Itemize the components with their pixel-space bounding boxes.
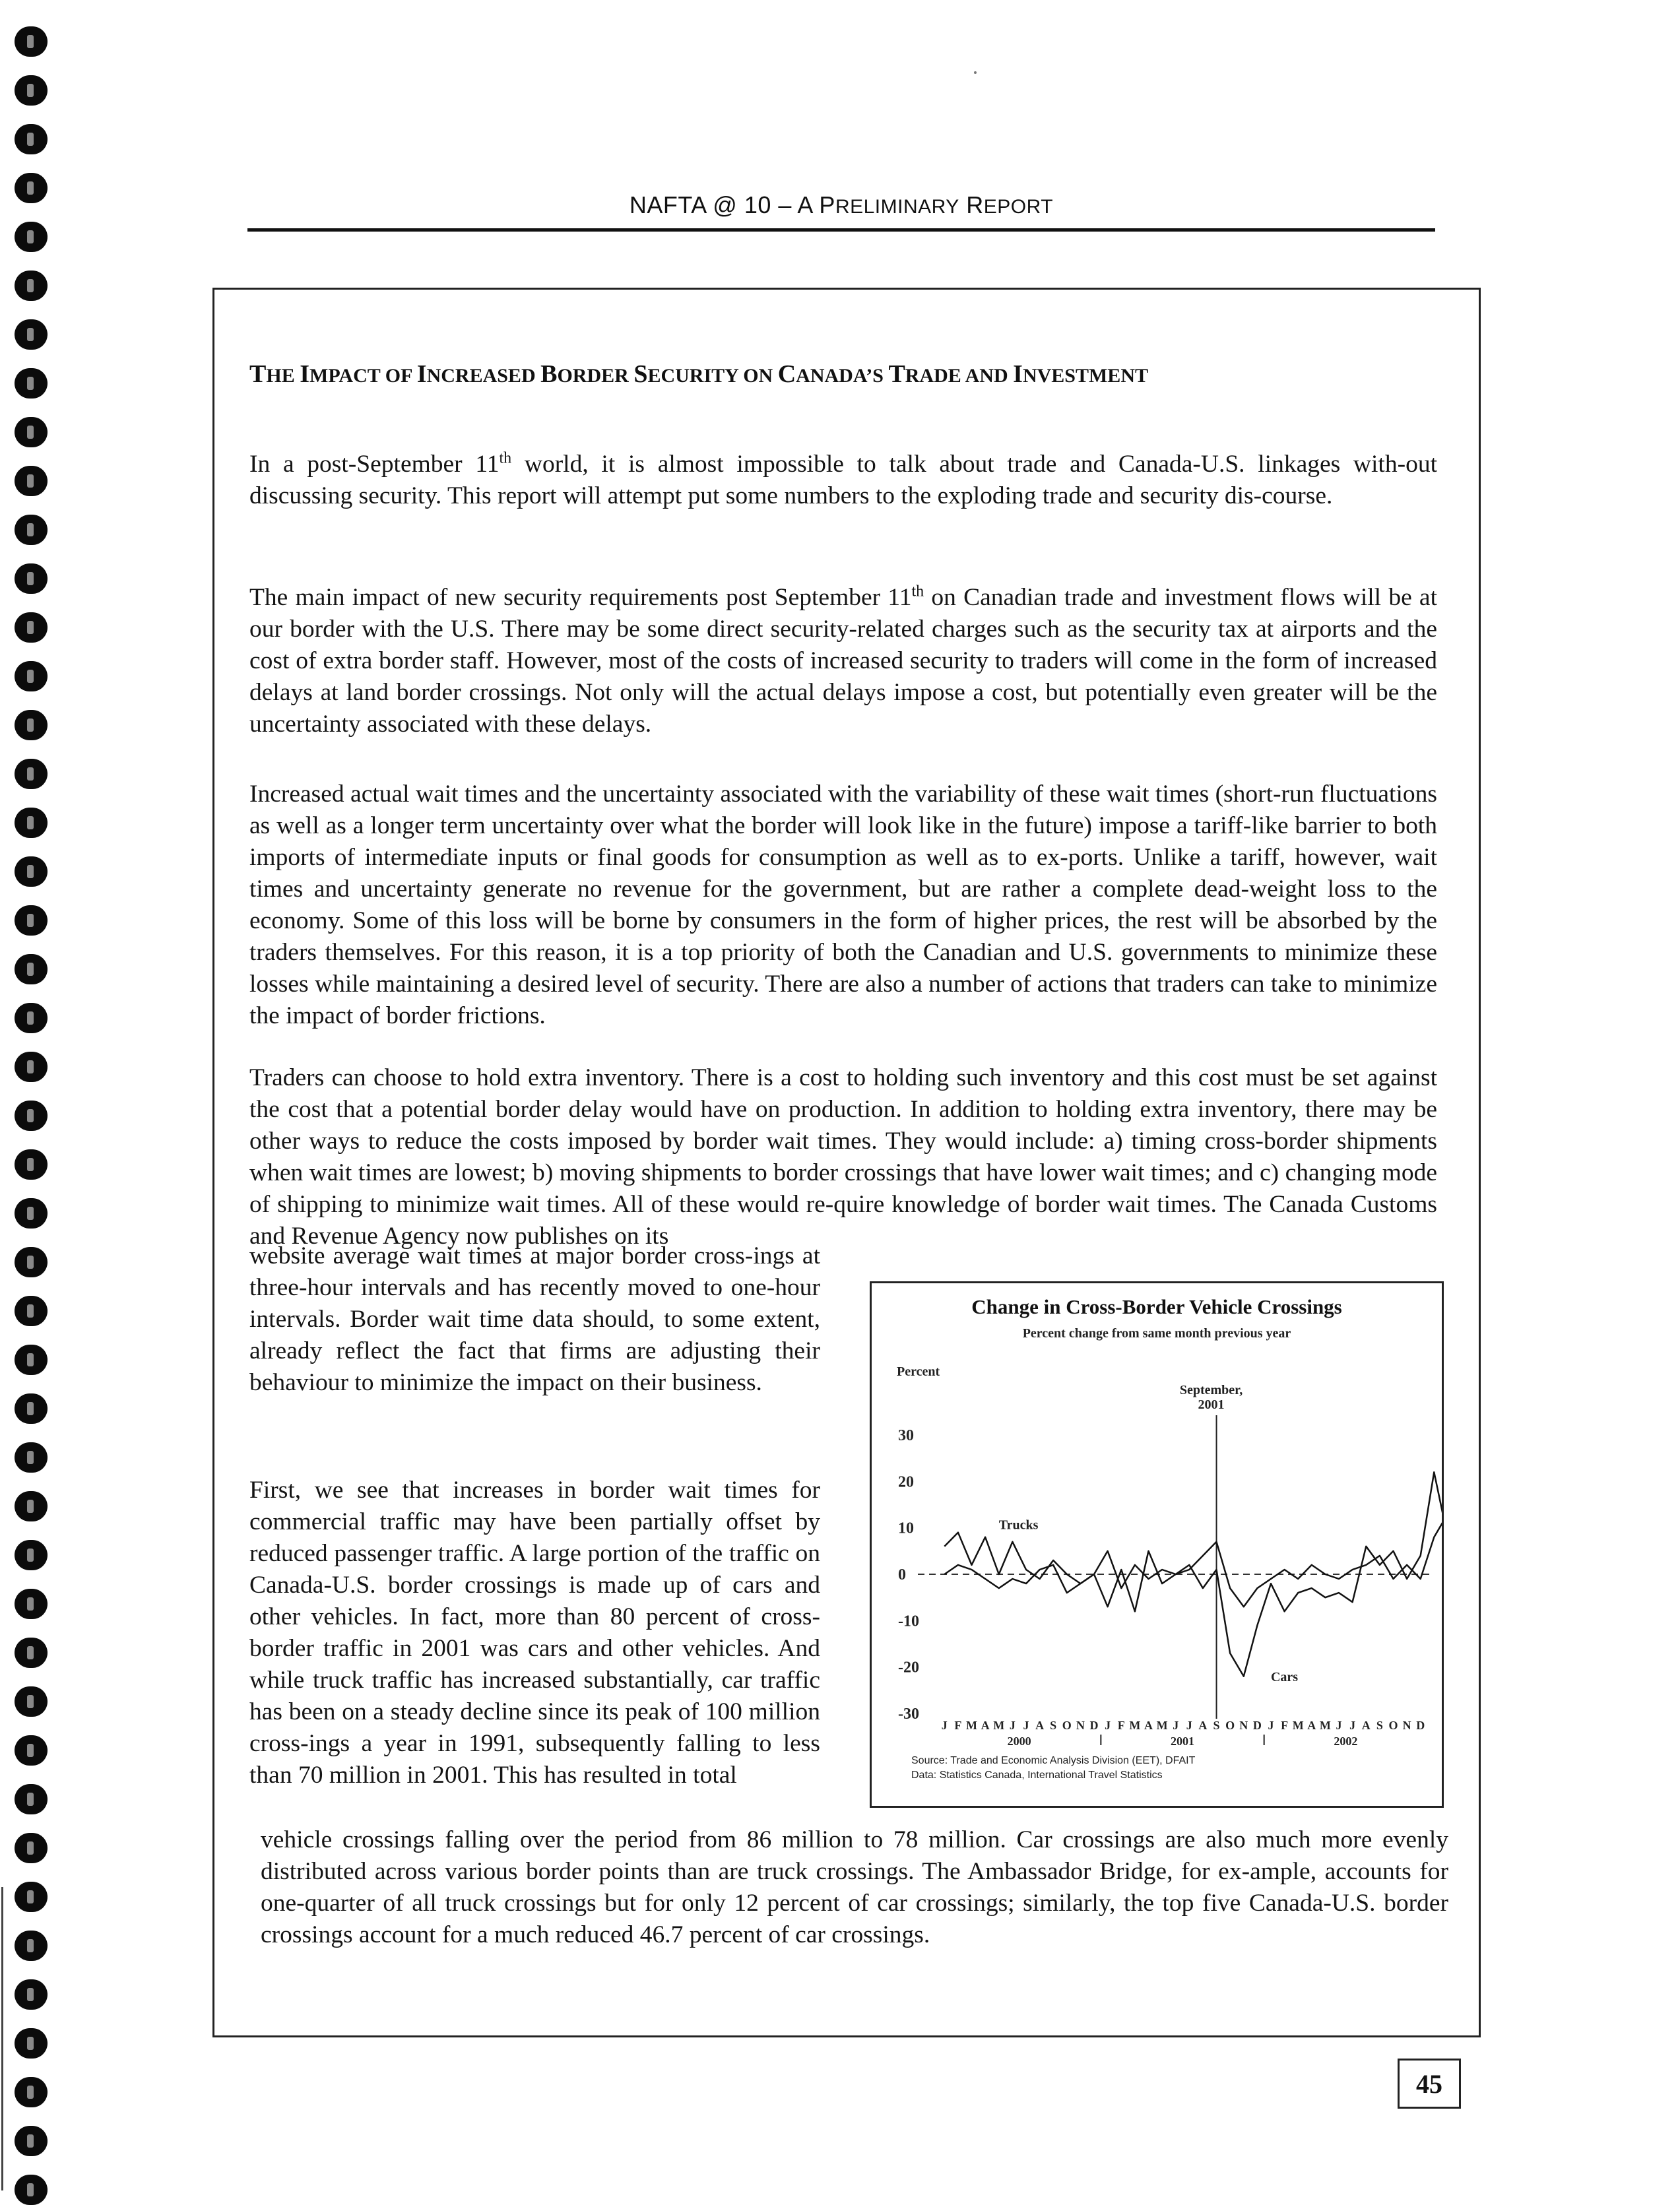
title-part: B <box>540 360 558 388</box>
title-part: S <box>633 360 648 388</box>
title-part: ORDER <box>557 365 634 387</box>
x-tick-label: N <box>1076 1719 1085 1732</box>
x-tick-label: F <box>1281 1719 1289 1732</box>
paragraph-1 <box>249 449 1437 512</box>
header-part: NAFTA @ 10 – A P <box>629 191 835 218</box>
header-rule <box>247 228 1435 232</box>
x-tick-label: D <box>1089 1719 1099 1732</box>
x-tick-label: M <box>966 1719 978 1732</box>
x-tick-label: A <box>1198 1719 1208 1732</box>
scan-edge-line <box>1 1887 3 2190</box>
y-tick-label: 20 <box>898 1473 914 1491</box>
september-2001-annotation <box>1180 1383 1243 1719</box>
x-tick-label: M <box>1156 1719 1168 1732</box>
p1-text-b: world, it is almost impossible to talk about trade and Canada-U.S. linkages with-out discussing security. This report will attempt put some numbers to the exploding trade and security dis-course. <box>249 451 1438 509</box>
title-part: MPACT OF <box>309 365 417 387</box>
binder-hole <box>15 515 48 545</box>
x-tick-label: A <box>1361 1719 1371 1732</box>
binder-hole <box>15 1247 48 1277</box>
x-tick-label: M <box>993 1719 1005 1732</box>
binder-hole <box>15 1735 48 1766</box>
chart-subtitle: Percent change from same month previous year <box>1022 1326 1291 1341</box>
x-tick-label: J <box>941 1719 948 1732</box>
title-part: RADE AND <box>905 365 1014 387</box>
binder-hole <box>15 1784 48 1814</box>
title-part: NCREASED <box>426 365 541 387</box>
x-tick-label: J <box>1186 1719 1192 1732</box>
article-title <box>249 360 1450 389</box>
vehicle-crossings-chart <box>870 1281 1444 1808</box>
binder-hole <box>15 759 48 789</box>
binder-hole <box>15 1149 48 1180</box>
x-tick-label: A <box>981 1719 990 1732</box>
binder-hole <box>15 808 48 838</box>
chart-source <box>911 1755 1196 1781</box>
scan-speck <box>974 71 977 74</box>
binder-hole <box>15 466 48 496</box>
y-tick-label: -30 <box>898 1706 919 1723</box>
binder-hole <box>15 173 48 203</box>
x-tick-label: D <box>1252 1719 1262 1732</box>
y-tick-label: 10 <box>898 1519 914 1537</box>
x-tick-label: D <box>1416 1719 1425 1732</box>
binder-hole <box>15 1540 48 1570</box>
binder-hole <box>15 954 48 984</box>
binder-hole <box>15 124 48 154</box>
y-tick-label: -20 <box>898 1659 919 1677</box>
header-part: RELIMINARY <box>835 196 959 218</box>
year-label: 2001 <box>1171 1735 1194 1748</box>
paragraph-4: Traders can choose to hold extra inventory. There is a cost to holding such inventory and this cost must be set against the cost that a potential border delay would have on production. In addition to holding extra inventory, there may be other ways to reduce the costs imposed by border wait times. They would include: a) timing cross-border shipments when wait times are lowest; b) moving shipments to border crossings that have lower wait times; and c) changing mode of shipping to minimize wait times. All of these would re-quire knowledge of border wait times. The Canada Customs and Revenue Agency now publishes on its <box>249 1064 1437 1250</box>
title-part: I <box>300 360 310 388</box>
binder-hole <box>15 1198 48 1229</box>
x-tick-label: M <box>1129 1719 1141 1732</box>
binder-hole <box>15 26 48 57</box>
binder-hole <box>15 1979 48 2010</box>
p2-sup: th <box>911 583 924 600</box>
x-tick-label: J <box>1009 1719 1016 1732</box>
binder-hole <box>15 612 48 643</box>
year-labels <box>1008 1735 1358 1748</box>
binder-hole <box>15 1101 48 1131</box>
annotation-label: September, <box>1179 1383 1243 1397</box>
x-tick-label: S <box>1376 1719 1383 1732</box>
binder-hole <box>15 417 48 447</box>
paragraph-3: Increased actual wait times and the uncertainty associated with the variability of these wait times (short-run fluctuations as well as a longer term uncertainty over what the border will look like in the future) impose a tariff-like barrier to both imports of intermediate inputs or final goods for consumption as well as to ex-ports. Unlike a tariff, however, wait times and uncertainty generate no revenue for the government, but are rather a complete dead-weight loss to the economy. Some of this loss will be borne by consumers in the form of higher prices, the rest will be absorbed by the traders themselves. For this reason, it is a top priority of both the Canadian and U.S. governments to minimize these losses while maintaining a desired level of security. There are also a number of actions that traders can take to minimize the impact of border frictions. <box>249 781 1437 1029</box>
binder-hole <box>15 856 48 887</box>
binder-hole <box>15 1345 48 1375</box>
page-number: 45 <box>1398 2059 1461 2109</box>
binder-hole <box>15 1882 48 1912</box>
x-tick-label: M <box>1292 1719 1304 1732</box>
binder-hole <box>15 1589 48 1619</box>
running-header <box>247 191 1435 219</box>
year-label: 2000 <box>1007 1735 1031 1748</box>
binder-hole <box>15 2175 48 2205</box>
binder-hole <box>15 1638 48 1668</box>
binder-hole <box>15 2028 48 2059</box>
x-tick-label: O <box>1225 1719 1235 1732</box>
title-part: ECURITY ON <box>647 365 778 387</box>
x-tick-label: F <box>1117 1719 1125 1732</box>
title-part: T <box>888 360 905 388</box>
x-tick-label: A <box>1307 1719 1316 1732</box>
y-axis-label: Percent <box>897 1364 940 1379</box>
x-ticks <box>942 1719 1425 1732</box>
binder-hole <box>15 563 48 594</box>
title-part: I <box>1013 360 1023 388</box>
binder-hole <box>15 319 48 350</box>
chart-title: Change in Cross-Border Vehicle Crossings <box>971 1295 1342 1318</box>
header-part: EPORT <box>983 196 1054 218</box>
annotation-label: 2001 <box>1198 1397 1225 1412</box>
binder-hole <box>15 368 48 399</box>
title-part: ANADA’S <box>796 365 889 387</box>
binder-hole <box>15 1833 48 1863</box>
binder-hole <box>15 1442 48 1473</box>
title-part: C <box>777 360 796 388</box>
binder-hole <box>15 222 48 252</box>
p1-sup: th <box>499 449 512 467</box>
binder-hole <box>15 1491 48 1521</box>
paragraph-6-continued: vehicle crossings falling over the period from 86 million to 78 million. Car crossings are also much more evenly distributed across various border points than are truck crossings. The Ambassador Bridge, for ex-ample, accounts for one-quarter of all truck crossings but for only 12 percent of car crossings; similarly, the top five Canada-U.S. border crossings account for a much reduced 46.7 percent of car crossings. <box>261 1826 1448 1948</box>
paragraph-2 <box>249 582 1437 740</box>
x-tick-label: J <box>1173 1719 1179 1732</box>
y-ticks <box>898 1427 919 1723</box>
x-tick-label: J <box>1268 1719 1274 1732</box>
x-tick-label: M <box>1319 1719 1331 1732</box>
x-tick-label: O <box>1388 1719 1398 1732</box>
x-tick-label: N <box>1402 1719 1411 1732</box>
binder-hole <box>15 1686 48 1717</box>
binder-hole <box>15 905 48 936</box>
x-tick-label: S <box>1213 1719 1220 1732</box>
binder-hole <box>15 2126 48 2156</box>
x-tick-label: J <box>1336 1719 1342 1732</box>
paragraph-5: website average wait times at major border cross-ings at three-hour intervals and has recently moved to one-hour intervals. Border wait time data should, to some extent, already reflect the fact that firms are adjusting their behaviour to minimize the impact on their business. <box>249 1242 820 1396</box>
y-tick-label: -10 <box>898 1613 919 1630</box>
source-line: Data: Statistics Canada, International Travel Statistics <box>911 1770 1163 1781</box>
x-tick-label: A <box>1035 1719 1045 1732</box>
series-labels <box>999 1518 1299 1684</box>
title-part: T <box>249 360 267 388</box>
source-line: Source: Trade and Economic Analysis Division (EET), DFAIT <box>911 1755 1196 1766</box>
title-part: I <box>416 360 427 388</box>
x-tick-label: N <box>1239 1719 1248 1732</box>
title-part: NVESTMENT <box>1022 365 1148 387</box>
binder-hole <box>15 271 48 301</box>
binder-hole <box>15 1003 48 1033</box>
series-label-trucks: Trucks <box>998 1518 1039 1533</box>
y-tick-label: 30 <box>898 1427 914 1444</box>
year-label: 2002 <box>1334 1735 1358 1748</box>
binder-hole <box>15 1931 48 1961</box>
x-tick-label: A <box>1144 1719 1153 1732</box>
header-part: R <box>959 191 984 218</box>
binder-hole <box>15 75 48 106</box>
binder-hole <box>15 2077 48 2107</box>
binder-hole <box>15 661 48 691</box>
binder-hole <box>15 1296 48 1326</box>
binder-hole <box>15 1052 48 1082</box>
x-tick-label: J <box>1105 1719 1111 1732</box>
p2-text-b: on Canadian trade and investment flows will be at our border with the U.S. There may be some direct security-related charges such as the security tax at airports and the cost of extra border staff. However, most of the costs of increased security to traders will come in the form of increased delays at land border crossings. Not only will the actual delays impose a cost, but potentially even greater will be the uncertainty associated with these delays. <box>249 584 1437 738</box>
series-label-cars: Cars <box>1270 1669 1299 1684</box>
x-tick-label: J <box>1349 1719 1356 1732</box>
chart-svg <box>872 1283 1442 1806</box>
x-tick-label: O <box>1062 1719 1072 1732</box>
y-tick-label: 0 <box>898 1566 906 1583</box>
x-tick-label: F <box>954 1719 962 1732</box>
binder-holes <box>15 0 54 2191</box>
title-part: HE <box>266 365 300 387</box>
paragraph-6: First, we see that increases in border wait times for commercial traffic may have been partially offset by reduced passenger traffic. A large portion of the traffic on Canada-U.S. border crossings is made up of cars and other vehicles. In fact, more than 80 percent of cross-border traffic in 2001 was cars and other vehicles. And while truck traffic has increased substantially, car traffic has been on a steady decline since its peak of 100 million cross-ings a year in 1991, subsequently falling to less than 70 million in 2001. This has resulted in total <box>249 1477 820 1789</box>
p1-text-a: In a post-September 11 <box>249 451 500 478</box>
x-tick-label: J <box>1023 1719 1029 1732</box>
p2-text-a: The main impact of new security requirements post September 11 <box>249 584 912 611</box>
binder-hole <box>15 1393 48 1424</box>
x-tick-label: S <box>1050 1719 1057 1732</box>
binder-hole <box>15 710 48 740</box>
